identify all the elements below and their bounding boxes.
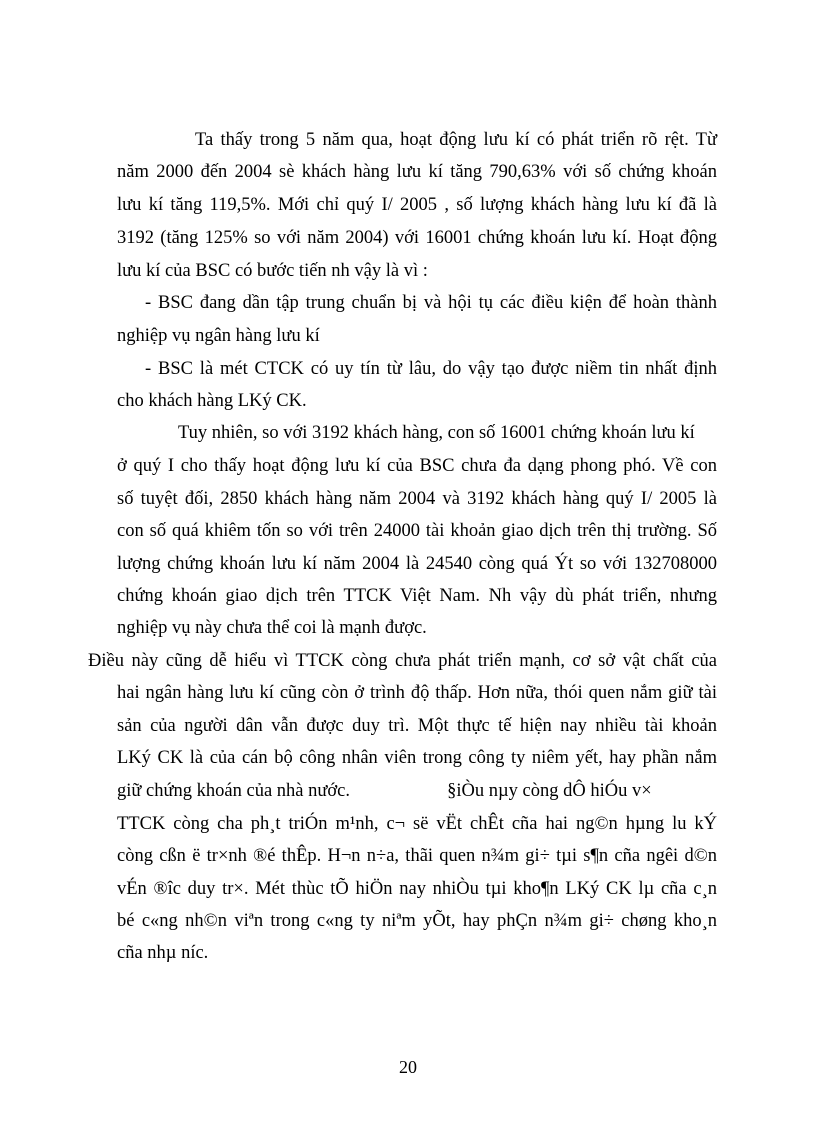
text-line-26: cña nhµ níc. xyxy=(117,943,209,963)
text-line-18: hai ngân hàng lưu kí cũng còn ở trình độ thấp. Hơn nữa, thói quen nắm giữ tài xyxy=(117,683,717,703)
text-line-20: LKý CK là của cán bộ công nhân viên trong công ty niêm yết, hay phần nắm xyxy=(117,748,717,768)
text-line-19: sản của người dân vẫn được duy trì. Một thực tế hiện nay nhiều tài khoản xyxy=(117,716,717,736)
text-line-22: TTCK còng cha ph¸t triÓn m¹nh, c¬ së vËt chÊt cña hai ng©n hµng lu kÝ xyxy=(117,814,717,834)
text-line-2: năm 2000 đến 2004 sè khách hàng lưu kí tăng 790,63% với số chứng khoán xyxy=(117,162,717,182)
text-line-15: chứng khoán giao dịch trên TTCK Việt Nam. Nh vậy dù phát triển, nhưng xyxy=(117,586,717,606)
text-line-17: Điều này cũng dễ hiểu vì TTCK còng chưa phát triển mạnh, cơ sở vật chất của xyxy=(88,651,717,671)
text-line-21: giữ chứng khoán của nhà nước. §iÒu nµy còng dÔ hiÓu v× xyxy=(117,781,652,801)
text-line-25: bé c«ng nh©n viªn trong c«ng ty niªm yÕt, hay phÇn n¾m gi÷ chøng kho¸n xyxy=(117,911,717,931)
text-line-3: lưu kí tăng 119,5%. Mới chỉ quý I/ 2005 , số lượng khách hàng lưu kí đã là xyxy=(117,195,717,215)
page-number: 20 xyxy=(399,1057,417,1077)
text-line-24: vÉn ®îc duy tr×. Mét thùc tÕ hiÖn nay nhiÒu tµi kho¶n LKý CK lµ cña c¸n xyxy=(117,879,717,899)
text-line-14: lượng chứng khoán lưu kí năm 2004 là 24540 còng quá Ýt so với 132708000 xyxy=(117,554,717,574)
text-line-13: con số quá khiêm tốn so với trên 24000 tài khoản giao dịch trên thị trường. Số xyxy=(117,521,717,541)
text-line-4: 3192 (tăng 125% so với năm 2004) với 16001 chứng khoán lưu kí. Hoạt động xyxy=(117,228,717,248)
text-line-7: nghiệp vụ ngân hàng lưu kí xyxy=(117,326,320,346)
text-line-11: ở quý I cho thấy hoạt động lưu kí của BSC chưa đa dạng phong phó. Về con xyxy=(117,456,717,476)
text-line-1: Ta thấy trong 5 năm qua, hoạt động lưu kí có phát triển rõ rệt. Từ xyxy=(195,130,717,150)
text-line-9: cho khách hàng LKý CK. xyxy=(117,391,307,411)
text-line-23: còng cßn ë tr×nh ®é thÊp. H¬n n÷a, thãi quen n¾m gi÷ tµi s¶n cña ngêi d©n xyxy=(117,846,717,866)
text-line-16: nghiệp vụ này chưa thể coi là mạnh được. xyxy=(117,618,427,638)
text-line-10: Tuy nhiên, so với 3192 khách hàng, con số 16001 chứng khoán lưu kí xyxy=(178,423,695,443)
text-line-12: số tuyệt đối, 2850 khách hàng năm 2004 và 3192 khách hàng quý I/ 2005 là xyxy=(117,489,717,509)
text-line-5: lưu kí của BSC có bước tiến nh vậy là vì : xyxy=(117,261,428,281)
text-line-6: - BSC đang dần tập trung chuẩn bị và hội tụ các điều kiện để hoàn thành xyxy=(145,293,717,313)
text-line-8: - BSC là mét CTCK có uy tín từ lâu, do vậy tạo được niềm tin nhất định xyxy=(145,359,717,379)
